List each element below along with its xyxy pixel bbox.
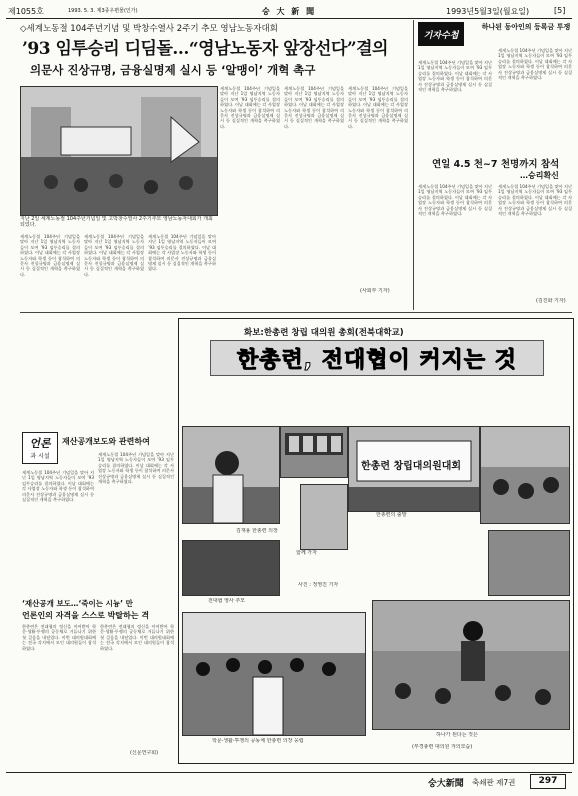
top-kicker: ◇세계노동절 104주년기념 및 박창수열사 2주기 추모 영남노동자대회 [20,24,278,34]
press-text-2: 세계노동절 104주년 기념일을 맞아 지난 1일 영남지역 노동자들이 모여 ’93 임투승리를 결의하였다. 이날 대회에는 각 사업장 노동자와 학생 등이 참석하여 의문사 진상규명과 금융실명제 실시 등 실질적인 개혁을 촉구하였다. [98,452,174,485]
press-text-3: 한총련은 전대협의 정신을 이어받아 학문·생활·투쟁의 공동체로 거듭나기 위한 첫 걸음을 내딛었다. 이번 대의원대회에는 전국 각지에서 모인 대의원들이 참석하였다. [22,624,96,651]
sidebar-text-4: 세계노동절 104주년 기념일을 맞아 지난 1일 영남지역 노동자들이 모여 ’93 임투승리를 결의하였다. 이날 대회에는 각 사업장 노동자와 학생 등이 참석하여 의문사 진상규명과 금융실명제 실시 등 실질적인 개혁을 촉구하였다. [498,184,572,217]
press-author: (신문연구회) [130,750,159,756]
caption-unity: 하나가 된다는 것은 [436,732,478,738]
sidebar-logo: 기자수첩 [418,22,464,46]
reporter-credit: (사회부 기자) [360,288,390,294]
protest-photo-caption: 지난 2일 세계노동절 104주년기념일 및 고박창수열사 2주기추모 영남노동자대회가 개최되었다. [20,216,213,228]
caption-photographer: 사진 : 정영진 기자 [298,582,339,588]
press-bottom-kicker: ‘재산공개 보도…‘죽이는 시늉’ 만 [22,599,133,608]
page-header [6,4,572,19]
footer-page-number: 297 [530,774,566,789]
rally-photo [182,540,280,596]
feature-label: 화보:한총련 창립 대의원 총회(전북대학교) [244,328,404,338]
top-headline: ’93 임투승리 디딤돌…“영남노동자 앞장선다”결의 [22,39,388,59]
article-column-3: 세계노동절 104주년 기념일을 맞아 지난 1일 영남지역 노동자들이 모여 ’93 임투승리를 결의하였다. 이날 대회에는 각 사업장 노동자와 학생 등이 참석하여 의문사 진상규명과 금융실명제 실시 등 실질적인 개혁을 촉구하였다. [348,86,408,129]
caption-unity-sub: (부경총련 대의원 겨의모습) [412,744,473,750]
sidebar-headline-1: 연일 4.5 천~7 천명까지 참석 [432,159,560,170]
chairman-photo [182,426,280,524]
sidebar-text-2: 세계노동절 104주년 기념일을 맞아 지난 1일 영남지역 노동자들이 모여 ’93 임투승리를 결의하였다. 이날 대회에는 각 사업장 노동자와 학생 등이 참석하여 의문사 진상규명과 금융실명제 실시 등 실질적인 개혁을 촉구하였다. [498,48,572,81]
assembly-banner-photo [348,426,480,512]
header-date-small: 1993. 5. 3. 제3종우편물(인가) [68,8,138,14]
sidebar-reporter: (김진화 기자) [536,298,566,304]
unity-photo [372,600,570,730]
article-column-1: 세계노동절 104주년 기념일을 맞아 지난 1일 영남지역 노동자들이 모여 ’93 임투승리를 결의하였다. 이날 대회에는 각 사업장 노동자와 학생 등이 참석하여 의문사 진상규명과 금융실명제 실시 등 실질적인 개혁을 촉구하였다. [220,86,280,129]
caption-together: 함께 가자 [296,550,317,556]
sidebar-column-title: 하나된 동아인의 등록금 투쟁 [481,23,571,31]
assembly-banner-text: 한총련 창립대의원대회 [361,461,462,472]
together-photo [300,484,348,550]
press-logo-main: 언론 [29,437,51,450]
article-column-2: 세계노동절 104주년 기념일을 맞아 지난 1일 영남지역 노동자들이 모여 ’93 임투승리를 결의하였다. 이날 대회에는 각 사업장 노동자와 학생 등이 참석하여 의문사 진상규명과 금융실명제 실시 등 실질적인 개혁을 촉구하였다. [284,86,344,129]
flag-photo [488,530,570,596]
article-column-4: 세계노동절 104주년 기념일을 맞아 지난 1일 영남지역 노동자들이 모여 ’93 임투승리를 결의하였다. 이날 대회에는 각 사업장 노동자와 학생 등이 참석하여 의문사 진상규명과 금융실명제 실시 등 실질적인 개혁을 촉구하였다. [20,234,80,277]
caption-memorial: 전대협 영사 추모 [208,598,245,604]
top-subhead: 의문사 진상규명, 금융실명제 실시 등 ‘알맹이’ 개혁 촉구 [30,63,316,77]
header-date: 1993년5월3일(월요일) [446,7,530,16]
paper-name: 숭 大 新 聞 [262,7,317,16]
feature-title-banner [210,340,544,376]
caption-start: 한총련의 출발 [376,512,407,518]
ceremony-photo [182,612,366,736]
press-headline: 재산공개보도와 관련하여 [62,437,150,446]
press-text-1: 세계노동절 104주년 기념일을 맞아 지난 1일 영남지역 노동자들이 모여 ’93 임투승리를 결의하였다. 이날 대회에는 각 사업장 노동자와 학생 등이 참석하여 의문사 진상규명과 금융실명제 실시 등 실질적인 개혁을 촉구하였다. [22,470,94,503]
press-logo-sub: 과 시설 [30,453,50,460]
sidebar-text-1: 세계노동절 104주년 기념일을 맞아 지난 1일 영남지역 노동자들이 모여 ’93 임투승리를 결의하였다. 이날 대회에는 각 사업장 노동자와 학생 등이 참석하여 의문사 진상규명과 금융실명제 실시 등 실질적인 개혁을 촉구하였다. [418,60,492,93]
protest-photo [20,86,218,216]
press-column-logo [22,432,58,464]
issue-number: 제1055호 [8,7,44,16]
caption-ceremony: 학문·생활·투쟁의 공동체 한총련 의장 옹립 [212,738,304,744]
footer-edition: 축쇄판 제7권 [472,778,516,787]
footer-paper: 숭大新聞 [428,779,464,789]
page-indicator: [5] [554,6,566,15]
crowd-march-photo [480,426,570,524]
article-column-6: 세계노동절 104주년 기념일을 맞아 지난 1일 영남지역 노동자들이 모여 ’93 임투승리를 결의하였다. 이날 대회에는 각 사업장 노동자와 학생 등이 참석하여 의문사 진상규명과 금융실명제 실시 등 실질적인 개혁을 촉구하였다. [148,234,216,272]
banner-photo [280,426,348,478]
press-text-4: 한총련은 전대협의 정신을 이어받아 학문·생활·투쟁의 공동체로 거듭나기 위한 첫 걸음을 내딛었다. 이번 대의원대회에는 전국 각지에서 모인 대의원들이 참석하였다. [100,624,174,651]
feature-title: 한총련, 전대협이 커지는 것 [236,347,518,373]
sidebar-text-3: 세계노동절 104주년 기념일을 맞아 지난 1일 영남지역 노동자들이 모여 ’93 임투승리를 결의하였다. 이날 대회에는 각 사업장 노동자와 학생 등이 참석하여 의문사 진상규명과 금융실명제 실시 등 실질적인 개혁을 촉구하였다. [418,184,492,217]
article-column-5: 세계노동절 104주년 기념일을 맞아 지난 1일 영남지역 노동자들이 모여 ’93 임투승리를 결의하였다. 이날 대회에는 각 사업장 노동자와 학생 등이 참석하여 의문사 진상규명과 금융실명제 실시 등 실질적인 개혁을 촉구하였다. [84,234,144,277]
sidebar-headline-2: …승리확신 [520,171,559,180]
caption-chairman: 김재용 한총련 의장 [236,528,278,534]
press-bottom-headline: 언론인의 자격을 스스로 박탈하는 격 [22,611,150,620]
